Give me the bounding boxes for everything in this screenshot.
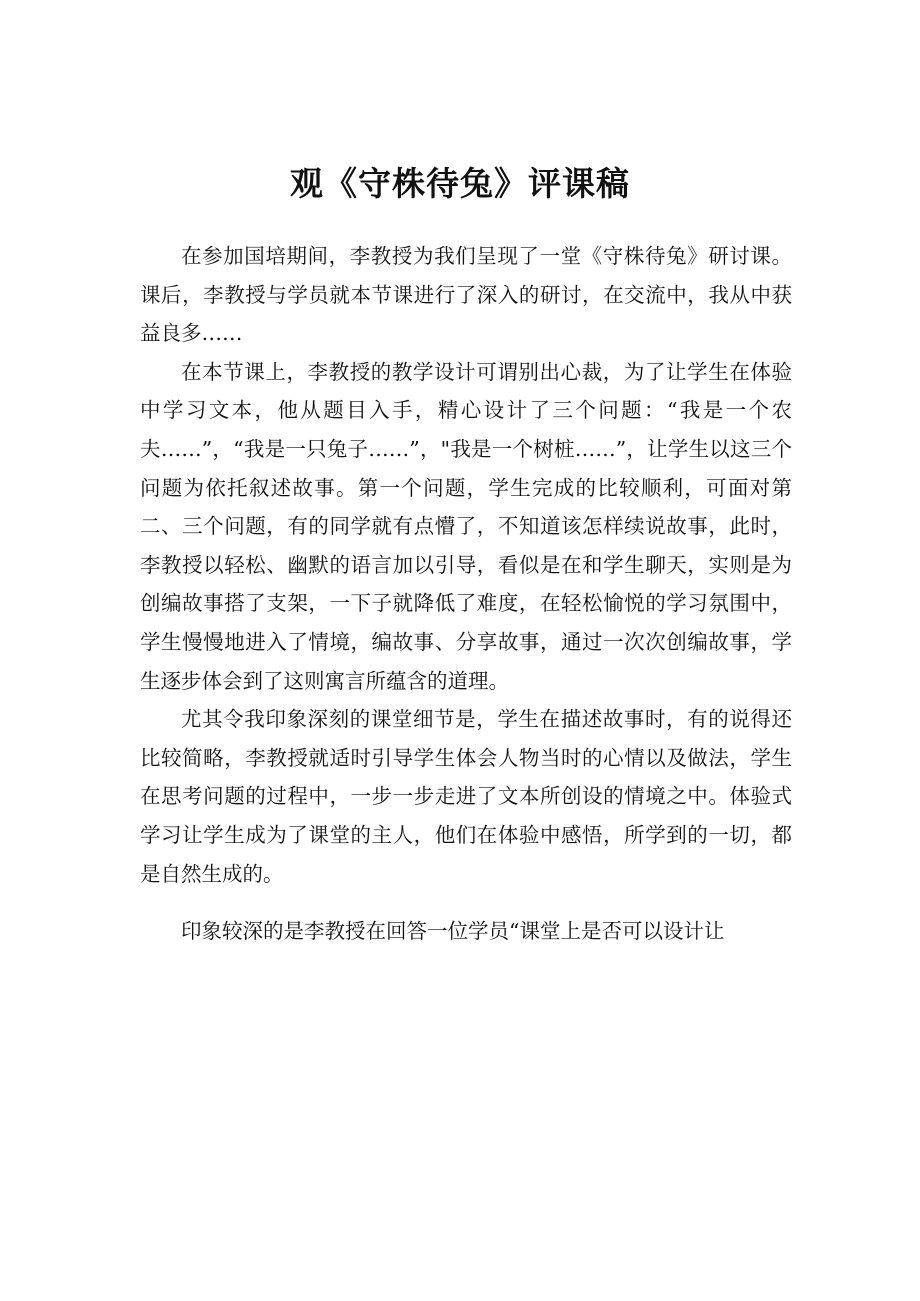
document-title: 观《守株待兔》评课稿 (290, 164, 630, 204)
paragraph-classroom-detail: 尤其令我印象深刻的课堂细节是，学生在描述故事时，有的说得还比较简略，李教授就适时引导学生体会人物当时的心情以及做法，学生在思考问题的过程中，一步一步走进了文本所创设的情境之中。体验式学习让学生成为了课堂的主人，他们在体验中感悟，所学到的一切，都是自然生成的。 (140, 707, 792, 886)
paragraph-intro: 在参加国培期间，李教授为我们呈现了一堂《守株待兔》研讨课。课后，李教授与学员就本节课进行了深入的研讨，在交流中，我从中获益良多…… (140, 244, 792, 346)
paragraph-lesson-design: 在本节课上，李教授的教学设计可谓别出心裁，为了让学生在体验中学习文本，他从题目入手，精心设计了三个问题：“我是一个农夫……”，“我是一只兔子……”，"我是一个树桩……”，让学生以这三个问题为依托叙述故事。第一个问题，学生完成的比较顺利，可面对第二、三个问题，有的同学就有点懵了，不知道该怎样续说故事，此时，李教授以轻松、幽默的语言加以引导，看似是在和学生聊天，实则是为创编故事搭了支架，一下子就降低了难度，在轻松愉悦的学习氛围中，学生慢慢地进入了情境，编故事、分享故事，通过一次次创编故事，学生逐步体会到了这则寓言所蕴含的道理。 (140, 359, 792, 693)
paragraph-impression: 印象较深的是李教授在回答一位学员“课堂上是否可以设计让 (181, 919, 725, 944)
document-body (140, 237, 792, 951)
